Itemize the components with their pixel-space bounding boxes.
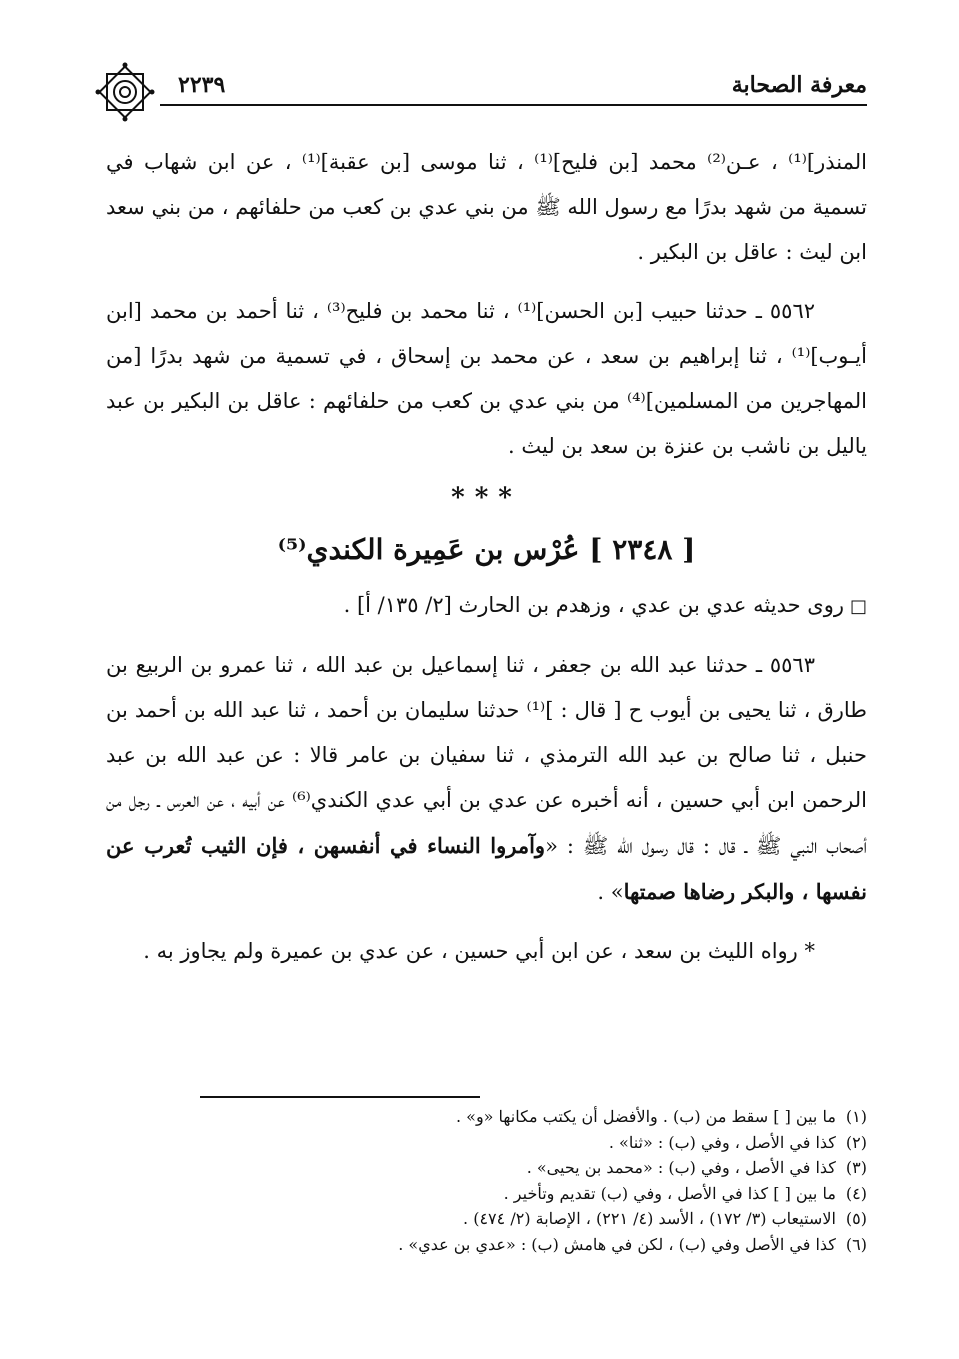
footnote-number: (٢) (845, 1132, 867, 1152)
footnote-text: كذا في الأصل وفي (ب) ، لكن في هامش (ب) : «عدي بن عدي» . (398, 1234, 836, 1254)
footnote-5 (106, 1206, 867, 1232)
page-header (90, 62, 867, 118)
footnote-number: (١) (845, 1107, 867, 1126)
footnote-text: الاستيعاب (٣/ ١٧٢) ، الأسد (٤/ ٢٢١) ، الإصابة (٢/ ٤٧٤) . (463, 1209, 836, 1228)
footnote-number: (٦) (845, 1234, 867, 1254)
footnote-3 (106, 1155, 867, 1181)
footnote-4 (106, 1181, 867, 1207)
page-number: ٢٢٣٩ (178, 72, 226, 98)
paragraph-layth: * رواه الليث بن سعد ، عن ابن أبي حسين ، عن عدي بن عميرة ولم يجاوز به . (143, 939, 815, 963)
chapter-heading: [ ٢٣٤٨ ] عُرْس بن عَمِيرة الكندي⁽⁵⁾ (277, 533, 696, 566)
section-stars: *** (451, 483, 522, 513)
box-mark: □ (849, 596, 867, 617)
octagonal-star-ornament-icon (90, 62, 160, 122)
header-rule (160, 104, 867, 106)
footnote-text: ما بين [ ] كذا في الأصل ، وفي (ب) تقديم وتأخير . (503, 1183, 836, 1203)
footnote-6 (106, 1232, 867, 1258)
hadith-text: وآمروا النساء في أنفسهن ، فإن الثيب تُعرب عن نفسها ، والبكر رضاها صمتها (106, 833, 867, 904)
footnote-rule (200, 1096, 480, 1098)
footnote-text: كذا في الأصل ، وفي (ب) : «محمد بن يحيى» . (526, 1158, 836, 1177)
paragraph-5563 (106, 643, 867, 915)
narrators-note-text: روى حديثه عدي بن عدي ، وزهدم بن الحارث [٢/ ١٣٥/ أ] . (343, 593, 844, 617)
paragraph-1: المنذر]⁽¹⁾ ، عـن⁽²⁾ محمد [بن فليح]⁽¹⁾ ، ثنا موسى [بن عقبة]⁽¹⁾ ، عن ابن شهاب في تسمية من شهد بدرًا مع رسول الله ﷺ من بني عدي بن كعب من حلفائهم ، من بني سعد ابن ليث : عاقل بن البكير . (106, 150, 867, 264)
footnote-2 (106, 1130, 867, 1156)
paragraph-5562: ٥٥٦٢ ـ حدثنا حبيب [بن الحسن]⁽¹⁾ ، ثنا محمد بن فليح⁽³⁾ ، ثنا أحمد بن محمد [ابن أيـوب]⁽¹⁾ ، ثنا إبراهيم بن سعد ، عن محمد بن إسحاق ، في تسمية من شهد بدرًا [من المهاجرين من المسلمين]⁽⁴⁾ من بني عدي بن كعب من حلفائهم : عاقل بن البكير بن عبد ياليل بن ناشب بن عنزة بن سعد بن ليث . (106, 299, 867, 458)
main-text (106, 140, 867, 988)
running-title: معرفة الصحابة (731, 72, 867, 98)
footnote-text: كذا في الأصل ، وفي (ب) : «ثنا» . (608, 1132, 836, 1152)
footnote-number: (٤) (845, 1183, 867, 1203)
footnote-text: ما بين [ ] سقط من (ب) . والأفضل أن يكتب مكانها «و» . (455, 1107, 836, 1126)
footnote-number: (٣) (845, 1158, 867, 1177)
footnote-number: (٥) (845, 1209, 867, 1228)
footnote-1 (106, 1104, 867, 1130)
footnotes (106, 1104, 867, 1257)
paragraph-5563-end: » . (597, 880, 624, 904)
narrators-note (106, 583, 867, 629)
paragraph-5563-isnad: ٥٥٦٣ ـ حدثنا عبد الله بن جعفر ، ثنا إسماعيل بن عبد الله ، ثنا عمرو بن الربيع بن طارق ، ثنا يحيى بن أيوب ح [ قال : ]⁽¹⁾ حدثنا سليمان بن أحمد ، ثنا عبد الله بن أحمد بن حنبل ، ثنا صالح بن عبد الله الترمذي ، ثنا سفيان بن عامر قالا : عن عبد الله بن عبد الرحمن ابن أبي حسين ، أنه أخبره عن عدي بن أبي عدي الكندي⁽⁶⁾ عن أبيه ، عن العرس ـ رجل من أصحاب النبي ﷺ ـ قال : قال رسول الله ﷺ : « (106, 653, 867, 858)
